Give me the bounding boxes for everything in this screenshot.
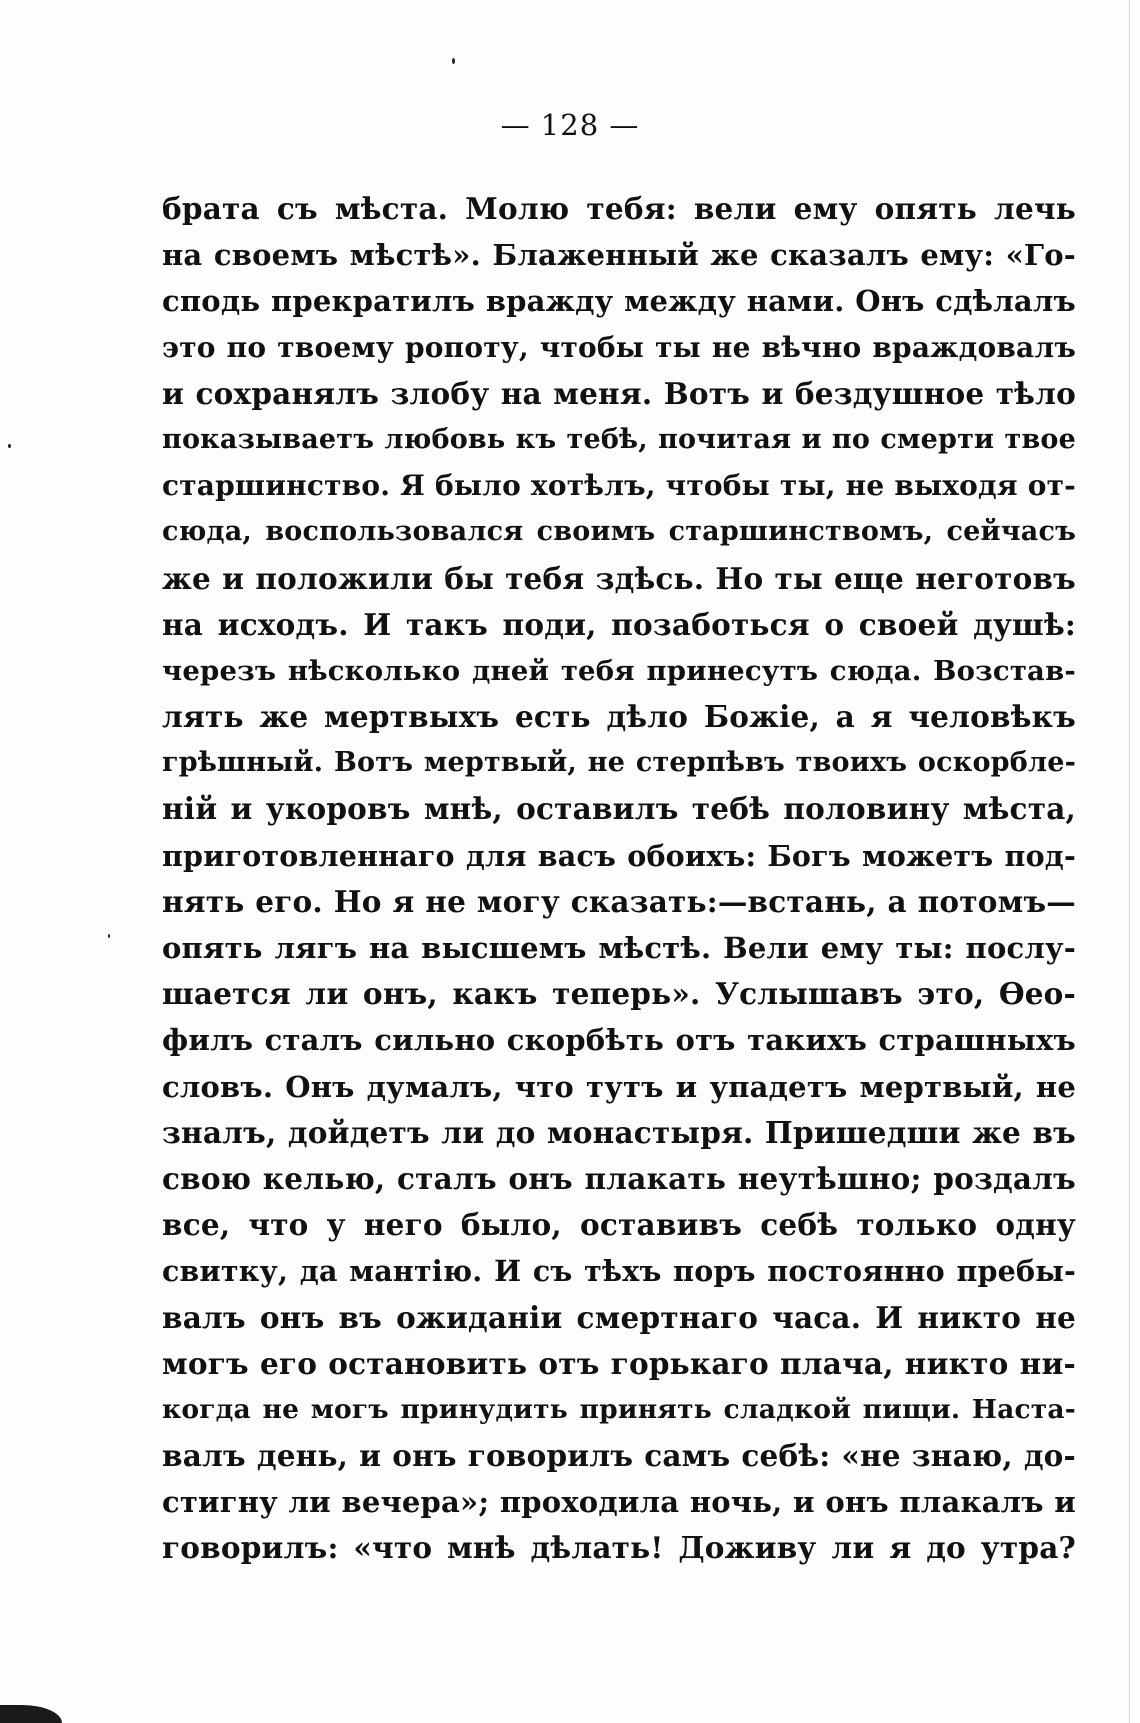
text-line: говорилъ: «что мнѣ дѣлать! Доживу ли я до утра?: [162, 1530, 1076, 1566]
page-edge-line: [1129, 0, 1130, 1723]
text-line: валъ день, и онъ говорилъ самъ себѣ: «не знаю, до-: [162, 1438, 1076, 1474]
text-line: сподь прекратилъ вражду между нами. Онъ сдѣлалъ: [162, 284, 1076, 319]
text-line: все, что у него было, оставивъ себѣ только одну: [162, 1207, 1076, 1243]
text-line: шается ли онъ, какъ теперь». Услышавъ это, Ѳео-: [162, 976, 1076, 1012]
text-line: сюда, воспользовался своимъ старшинствомъ, сейчасъ: [162, 516, 1076, 548]
ink-speck: [8, 444, 11, 448]
page-number: — 128 —: [500, 108, 640, 142]
text-line: зналъ, дойдетъ ли до монастыря. Пришедши же въ: [162, 1114, 1076, 1150]
ink-speck: [452, 58, 455, 64]
text-line: лять же мертвыхъ есть дѣло Божіе, а я человѣкъ: [162, 699, 1076, 735]
text-line: же и положили бы тебя здѣсь. Но ты еще неготовъ: [162, 560, 1076, 596]
ink-speck: [108, 934, 110, 938]
text-line: грѣшный. Вотъ мертвый, не стерпѣвъ твоихъ оскорбле-: [162, 747, 1076, 779]
text-line: словъ. Онъ думалъ, что тутъ и упадетъ мертвый, не: [162, 1069, 1076, 1104]
text-line: на исходъ. И такъ поди, позаботься о своей душѣ:: [162, 606, 1076, 642]
text-line: свитку, да мантію. И съ тѣхъ поръ постоянно пребы-: [162, 1254, 1076, 1289]
text-line: показываетъ любовь къ тебѣ, почитая и по смерти твое: [162, 423, 1076, 455]
body-text: [162, 186, 1076, 1572]
text-line: приготовленнаго для васъ обоихъ: Богъ можетъ под-: [162, 838, 1076, 873]
text-line: филъ сталъ сильно скорбѣть отъ такихъ страшныхъ: [162, 1023, 1076, 1058]
text-line: черезъ нѣсколько дней тебя принесутъ сюда. Возстав-: [162, 654, 1076, 687]
text-line: валъ онъ въ ожиданіи смертнаго часа. И никто не: [162, 1299, 1076, 1335]
text-line: и сохранялъ злобу на меня. Вотъ и бездушное тѣло: [162, 375, 1076, 411]
text-line: это по твоему ропоту, чтобы ты не вѣчно враждовалъ: [162, 330, 1076, 364]
text-line: ній и укоровъ мнѣ, оставилъ тебѣ половину мѣста,: [162, 791, 1076, 827]
text-line: когда не могъ принудить принять сладкой пищи. Наста-: [162, 1393, 1076, 1425]
scan-smudge: [0, 1705, 62, 1723]
text-line: свою келью, сталъ онъ плакать неутѣшно; роздалъ: [162, 1160, 1076, 1196]
text-line: старшинство. Я было хотѣлъ, чтобы ты, не выходя от-: [162, 469, 1076, 503]
text-line: стигну ли вечера»; проходила ночь, и онъ плакалъ и: [162, 1485, 1076, 1520]
text-line: опять лягъ на высшемъ мѣстѣ. Вели ему ты: послу-: [162, 931, 1076, 965]
text-line: нять его. Но я не могу сказать:—встань, а потомъ—: [162, 883, 1076, 919]
text-line: на своемъ мѣстѣ». Блаженный же сказалъ ему: «Го-: [162, 238, 1076, 273]
text-line: могъ его остановить отъ горькаго плача, никто ни-: [162, 1345, 1076, 1381]
text-line: брата съ мѣста. Молю тебя: вели ему опять лечь: [162, 191, 1076, 226]
